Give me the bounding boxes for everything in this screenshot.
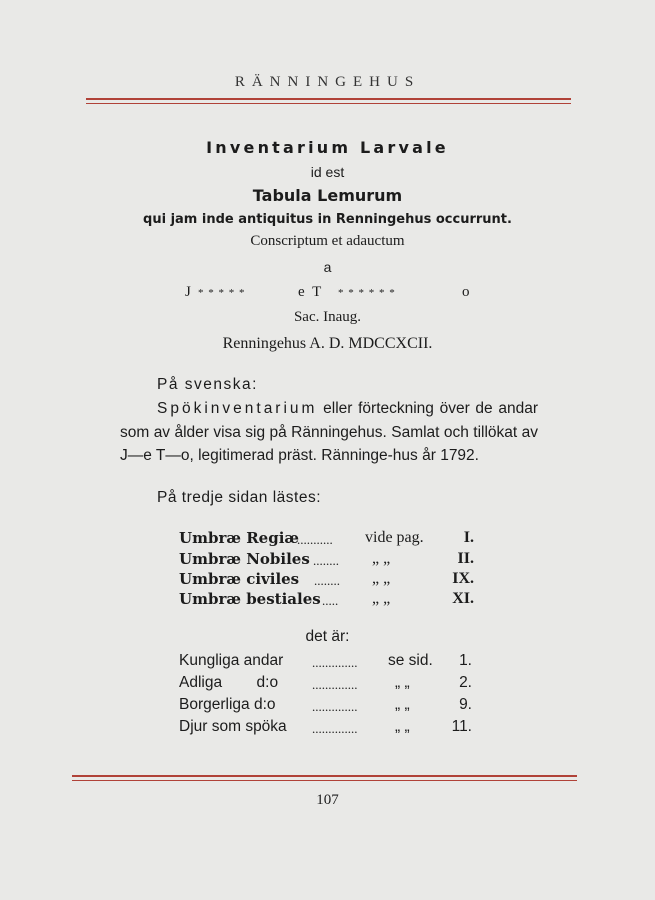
latin-entry-ref: „ „ <box>372 550 391 567</box>
swedish-entry-ref: „ „ <box>395 674 410 691</box>
author-o: o <box>462 284 472 300</box>
swedish-entry-num: 1. <box>459 652 472 669</box>
latin-entry-num: II. <box>457 550 474 567</box>
latin-index-row <box>0 550 655 572</box>
swedish-entry-name: Adliga d:o <box>179 674 279 691</box>
third-page-label: På tredje sidan lästes: <box>157 489 322 506</box>
latin-entry-name: Umbræ Regiæ <box>179 529 300 547</box>
leader-dots: ........ <box>313 553 339 568</box>
swedish-entry-ref: „ „ <box>395 718 410 735</box>
title-conscriptum: Conscriptum et adauctum <box>250 233 405 249</box>
author-stars-2: * * * * * * <box>338 287 396 299</box>
swedish-body: eller förteckning över de andar som av ålder visa sig på Ränningehus. Samlat och tillökat av J—e T—o, legitimerad präst. Ränninge-hus år 1792. <box>120 400 538 464</box>
leader-dots: .............. <box>312 655 358 670</box>
latin-entry-name: Umbræ bestiales <box>179 590 321 608</box>
leader-dots: .............. <box>312 699 358 714</box>
leader-dots: ........... <box>297 532 333 547</box>
swedish-entry-ref: se sid. <box>388 652 433 669</box>
swedish-entry-ref: „ „ <box>395 696 410 713</box>
running-head: RÄNNINGEHUS <box>234 74 421 90</box>
swedish-index-row <box>0 696 655 718</box>
leader-dots: ..... <box>322 593 339 608</box>
author-et: e T <box>298 284 324 300</box>
swedish-index-row <box>0 674 655 696</box>
author-stars-1: * * * * * <box>198 287 246 299</box>
det-ar-label: det är: <box>305 628 350 645</box>
title-date: Renningehus A. D. MDCCXCII. <box>222 335 433 352</box>
footer-rule-top <box>72 775 577 777</box>
swedish-entry-num: 11. <box>451 718 472 735</box>
header-rule-bottom <box>86 103 571 104</box>
title-qui-jam: qui jam inde antiquitus in Renningehus occurrunt. <box>143 212 512 227</box>
swedish-entry-num: 9. <box>459 696 472 713</box>
footer-rule-bottom <box>72 780 577 781</box>
leader-dots: .............. <box>312 677 358 692</box>
title-tabula: Tabula Lemurum <box>252 186 403 205</box>
swedish-first-word: Spökinventarium <box>157 400 318 417</box>
leader-dots: ........ <box>314 573 340 588</box>
latin-entry-name: Umbræ Nobiles <box>179 550 310 568</box>
swedish-entry-name: Borgerliga d:o <box>179 696 276 713</box>
swedish-index-row <box>0 718 655 740</box>
swedish-entry-num: 2. <box>459 674 472 691</box>
swedish-index-row <box>0 652 655 674</box>
swedish-label: På svenska: <box>157 376 258 393</box>
latin-entry-name: Umbræ civiles <box>179 570 300 588</box>
swedish-entry-name: Djur som spöka <box>179 718 287 735</box>
title-id-est: id est <box>310 164 345 180</box>
latin-entry-ref: vide pag. <box>365 529 424 546</box>
latin-entry-num: I. <box>463 529 474 546</box>
latin-entry-num: IX. <box>452 570 474 587</box>
swedish-paragraph <box>120 397 538 468</box>
latin-index-row <box>0 590 655 612</box>
latin-entry-num: XI. <box>452 590 474 607</box>
page-number: 107 <box>316 792 339 808</box>
latin-index-row <box>0 529 655 551</box>
title-inventarium: Inventarium Larvale <box>206 138 449 157</box>
latin-entry-ref: „ „ <box>372 570 391 587</box>
latin-entry-ref: „ „ <box>372 590 391 607</box>
header-rule-top <box>86 98 571 100</box>
latin-index-row <box>0 570 655 592</box>
author-j: J <box>185 284 193 300</box>
leader-dots: .............. <box>312 721 358 736</box>
title-a: a <box>323 259 332 275</box>
title-sac-inaug: Sac. Inaug. <box>293 309 362 325</box>
swedish-entry-name: Kungliga andar <box>179 652 284 669</box>
